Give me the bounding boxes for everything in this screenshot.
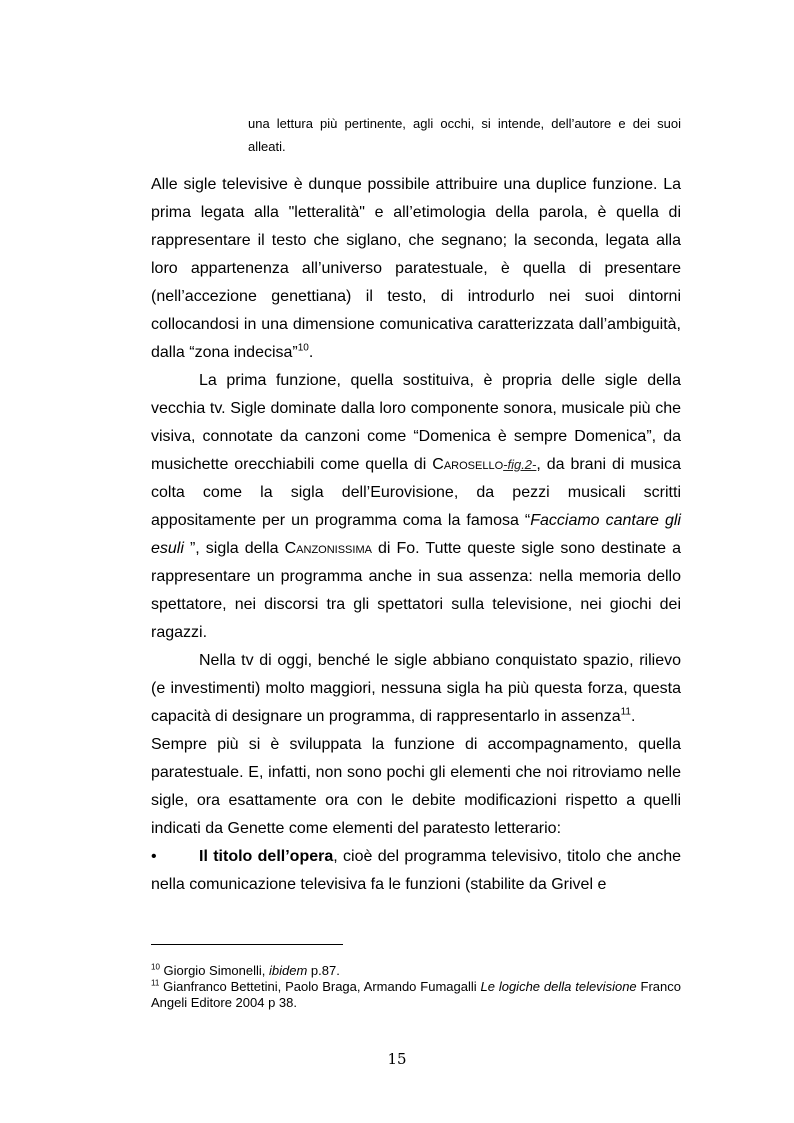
footnote-rest: Franco Angeli Editore 2004 p 38. xyxy=(151,979,681,1010)
paragraph-1-text: Alle sigle televisive è dunque possibile attribuire una duplice funzione. La prima legata alla "letteralità" e all’etimologia della parola, è quella di rappresentare il testo che siglano, che segnano; la seconda, legata alla loro appartenenza all’universo paratestuale, è quella di presentare (nell’accezione genettiana) il testo, di introdurlo nei suoi dintorni collocandosi in una dimensione comunicativa caratterizzata dall’ambiguità, dalla “zona indecisa” xyxy=(151,176,681,361)
footnote-divider xyxy=(151,944,343,945)
paragraph-2-text-a: La prima funzione, quella sostituiva, è propria delle sigle della vecchia tv. Sigle dominate dalla loro componente sonora, musicale più che visiva, connotate da canzoni come “Domenica è sempre Domenica”, da musichette orecchiabili come quella di xyxy=(151,372,681,473)
paragraph-4 xyxy=(151,731,681,843)
footnote-ref-11[interactable]: 11 xyxy=(620,706,631,718)
paragraph-2 xyxy=(151,367,681,647)
footnote-text: Gianfranco Bettetini, Paolo Braga, Armando Fumagalli xyxy=(159,979,481,994)
carosello-title: Carosello xyxy=(432,456,504,473)
paragraph-2-text-b: , da brani di musica colta come la sigla dell’Eurovisione, da pezzi musicali scritti appositamente per un programma coma la famosa “ xyxy=(151,456,681,529)
paragraph-3-end: . xyxy=(631,708,636,725)
paragraph-3-text: Nella tv di oggi, benché le sigle abbiano conquistato spazio, rilievo (e investimenti) molto maggiori, nessuna sigla ha più questa forza, questa capacità di designare un programma, di rappresentarlo in assenza xyxy=(151,652,681,725)
paragraph-2-text-d: di Fo. Tutte queste sigle sono destinate a rappresentare un programma anche in sua assenza: nella memoria dello spettatore, nei discorsi tra gli spettatori sulla televisione, nei giochi dei ragazzi. xyxy=(151,540,682,641)
footnote-11 xyxy=(151,979,681,1011)
bullet-item-title xyxy=(151,843,681,899)
footnote-number: 11 xyxy=(151,978,160,988)
paragraph-2-text-c: ”, sigla della xyxy=(183,540,285,557)
paragraph-4-text: Sempre più si è sviluppata la funzione di accompagnamento, quella paratestuale. E, infatti, non sono pochi gli elementi che noi ritroviamo nelle sigle, ora esattamente ora con le debite modificazioni rispetto a quelli indicati da Genette come elementi del paratesto letterario: xyxy=(151,736,681,837)
footnote-ref-10[interactable]: 10 xyxy=(297,342,309,354)
paragraph-1 xyxy=(151,171,681,367)
main-text xyxy=(151,171,681,899)
bullet-heading: Il titolo dell’opera xyxy=(199,848,334,865)
footnote-text: Giorgio Simonelli, xyxy=(159,963,270,978)
canzonissima-title: Canzonissima xyxy=(284,540,372,557)
figure-link[interactable]: -fig.2- xyxy=(503,457,537,472)
footnote-rest: p.87. xyxy=(307,963,340,978)
bullet-icon: • xyxy=(151,848,157,865)
footnote-number: 10 xyxy=(151,962,160,972)
paragraph-3 xyxy=(151,647,681,731)
bullet-text: , cioè del programma televisivo, titolo che anche nella comunicazione televisiva fa le funzioni (stabilite da Grivel e xyxy=(151,848,682,893)
footnote-10 xyxy=(151,963,681,979)
footnote-italic: ibidem xyxy=(269,963,308,978)
quote-text: una lettura più pertinente, agli occhi, si intende, dell’autore e dei suoi alleati. xyxy=(248,116,681,154)
song-title: Facciamo cantare gli esuli xyxy=(151,512,681,557)
page-number: 15 xyxy=(387,1050,407,1068)
footnote-italic: Le logiche della televisione xyxy=(480,979,637,994)
paragraph-1-end: . xyxy=(308,344,314,361)
footnotes xyxy=(151,963,681,1011)
block-quote xyxy=(248,112,681,158)
